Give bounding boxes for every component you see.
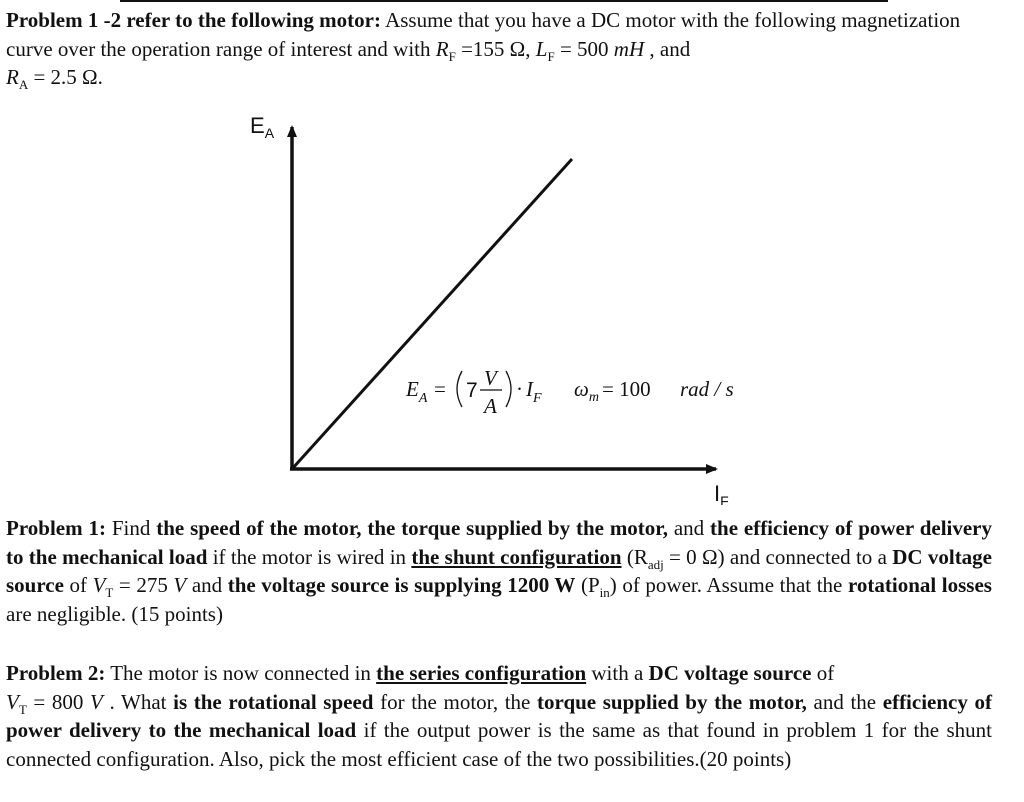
svg-text:7: 7	[466, 379, 478, 402]
problem1-text: Find	[105, 516, 157, 540]
problem1-text: are negligible. (15 points)	[6, 601, 223, 626]
x-axis-label: $I_F$	[714, 481, 729, 505]
svg-text:A: A	[484, 394, 497, 418]
problem1-text: (R	[621, 544, 648, 569]
rf-value: =155 Ω	[455, 36, 526, 61]
shunt-configuration: the shunt configuration	[411, 544, 622, 569]
svg-text:V: V	[484, 366, 497, 390]
speed-condition	[574, 377, 734, 405]
problem2-bold: efficiency of power delivery to the mechanical load	[6, 689, 992, 742]
lf-value: = 500	[554, 36, 614, 61]
vt-value: = 275	[113, 573, 174, 597]
problem2-bold: torque supplied by the motor,	[537, 689, 807, 714]
problem1-text: and	[186, 573, 228, 597]
problem2-text: of	[811, 661, 835, 685]
ra-sub: A	[18, 77, 29, 92]
magnetization-line	[292, 159, 572, 469]
y-axis-label: $E_A$	[250, 113, 275, 141]
radj-sub: adj	[647, 556, 664, 572]
problem2-text: with a	[586, 661, 649, 685]
rf-symbol: R	[435, 36, 449, 61]
problem1-paragraph	[6, 514, 992, 628]
vt-sub: T	[18, 701, 27, 717]
vt-unit: V	[90, 689, 103, 714]
lf-sub: F	[547, 48, 555, 64]
svg-text:ωm: $\omega_m$	[574, 377, 599, 405]
problem2-text: for the motor, the	[373, 689, 538, 714]
problem1-bold: the voltage source is supplying 1200 W	[227, 573, 576, 597]
lf-symbol: L	[535, 36, 548, 61]
problem1-bold: DC voltage source	[6, 544, 993, 597]
vt-unit: V	[173, 573, 187, 597]
intro-text: Assume that you have a DC motor with the following magnetization curve over the operation range of interest and with	[6, 8, 961, 61]
svg-text:= 100: = 100	[602, 377, 651, 401]
problem2-bold: DC voltage source	[648, 661, 812, 685]
magnetization-curve-figure	[240, 105, 740, 505]
vt-value: = 800	[26, 689, 91, 714]
svg-text:rad / s: rad / s	[680, 377, 734, 401]
ra-symbol: R	[6, 65, 19, 89]
vt-sub: T	[105, 585, 114, 600]
ra-value: = 2.5 Ω.	[28, 65, 103, 89]
problem1-text: and	[667, 516, 711, 540]
svg-text:EA: $E_A$	[406, 377, 428, 406]
problem2-text: and the	[806, 689, 883, 714]
problem2-bold: is the rotational speed	[173, 689, 374, 714]
intro-paragraph: Problem 1 -2 refer to the following motor: Assume that you have a DC motor with the following magnetization curve over the operation range of interest and with $R_F =155$ Ω, $L_F = 500$ mH , and $R_A = 2.5$ Ω.	[6, 8, 961, 92]
problem2-text: The motor is now connected in	[105, 661, 377, 685]
problem1-text: ) of power. Assume that the	[609, 573, 848, 597]
problem2-paragraph	[6, 659, 992, 773]
problem2-text: . What	[102, 689, 174, 714]
problem1-text: of	[63, 573, 93, 597]
svg-text:=: =	[434, 377, 446, 401]
problem1-label: Problem 1:	[6, 516, 106, 540]
problem1-bold: rotational losses	[847, 573, 992, 597]
pin-sub: in	[599, 585, 610, 600]
svg-text:IF: $I_F$	[526, 377, 542, 406]
svg-text:·: ·	[516, 377, 523, 401]
vt-symbol: V	[92, 573, 106, 597]
problem1-text: (P	[575, 573, 600, 597]
problem1-text: = 0 Ω) and connected to a	[663, 544, 893, 569]
intro-label: Problem 1 -2 refer to the following motor:	[6, 8, 381, 32]
top-rule	[120, 0, 888, 2]
series-configuration: the series configuration	[376, 661, 587, 685]
problem1-text: if the motor is wired in	[207, 544, 412, 569]
vt-symbol: V	[6, 689, 19, 714]
intro-and: , and	[644, 36, 691, 61]
rf-sub: F	[448, 48, 456, 64]
lf-unit: mH	[613, 36, 645, 61]
problem1-bold: the efficiency of power delivery to the mechanical load	[6, 516, 993, 569]
problem2-label: Problem 2:	[6, 661, 106, 685]
magnetization-equation	[405, 366, 542, 418]
problem1-bold: the speed of the motor, the torque supplied by the motor,	[156, 516, 668, 540]
problem2-text: if the output power is the same as that found in problem 1 for the shunt connected configuration. Also, pick the most efficient case of the two possibilities.(20 points)	[6, 718, 993, 771]
